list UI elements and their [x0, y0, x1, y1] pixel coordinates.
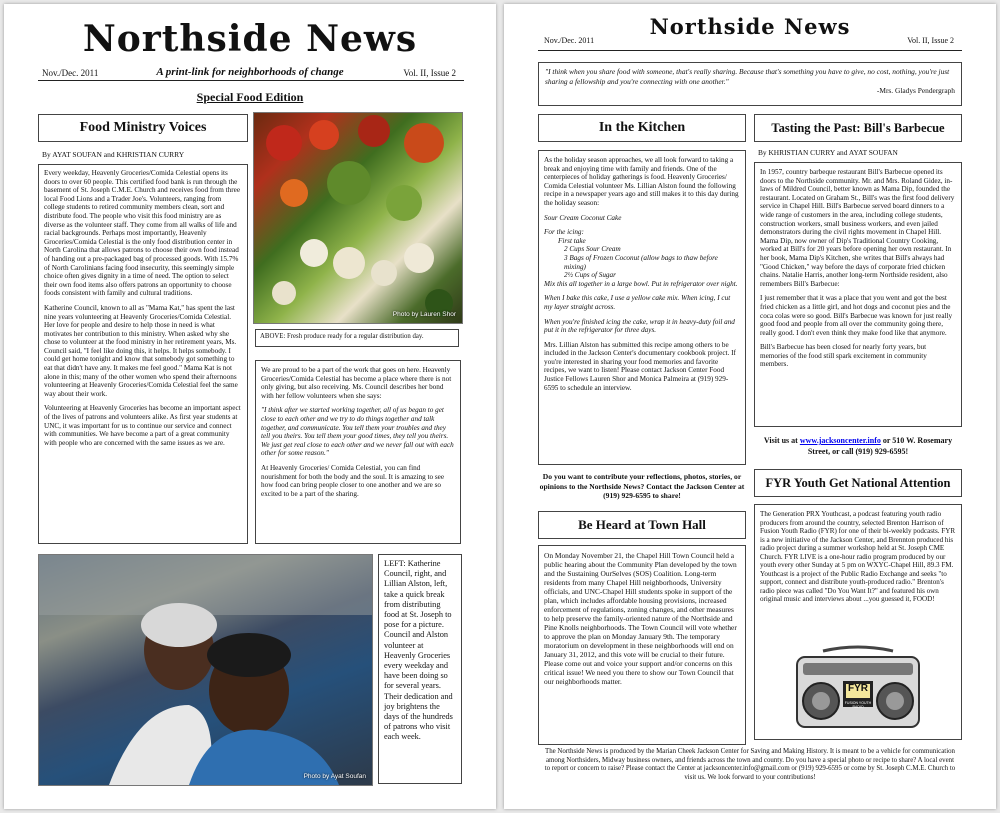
footer-note: The Northside News is produced by the Marian Cheek Jackson Center for Saving and Making History. It is meant to be a vehicle for communication among Northsiders, Midway business owners, and friends across the town and county. Do you have a special photo or recipe to share? A local event to report or concern to raise? Please contact the Center at jacksoncenter.info@gmail.com or (919) 929-6595 or come by St. Joseph C.M.E. Church to visit us. We look forward to your contributions! [544, 748, 956, 782]
volunteers-caption: LEFT: Katherine Council, right, and Lillian Alston, left, take a quick break from distributing food at St. Joseph to pose for a picture. Council and Alston volunteer at Heavenly Groceries every weekday and have been doing so for several years. Their dedication and joy brightens the days of the hundreds of patrons who visit each week. [378, 554, 462, 784]
visit-callout [754, 436, 962, 457]
boombox-icon [793, 645, 923, 729]
photo-credit: Photo by Lauren Shor [392, 311, 456, 318]
recipe-line: 2 Cups Sour Cream [564, 245, 621, 254]
contribute-callout: Do you want to contribute your reflections, photos, stories, or opinions to the Northside News? Contact the Jackson Center at (919) 929-6595 to share! [539, 472, 745, 500]
section-title-food-ministry: Food Ministry Voices [38, 114, 248, 142]
article-kitchen [538, 150, 746, 465]
recipe-line: First take [558, 236, 586, 245]
tagline: A print-link for neighborhoods of change [156, 66, 344, 78]
recipe-icing-heading: For the icing: [544, 228, 584, 237]
volume-issue: Vol. II, Issue 2 [907, 36, 954, 45]
radio-small-label: FUSION YOUTH RADIO [844, 701, 872, 709]
article-body: The Generation PRX Youthcast, a podcast featuring youth radio producers from around the country, selected Brenton Harrison of Fusion Youth Radio (FYR) for one of their bi-weekly podcasts. FYR is a new initiative of the Jackson Center, and Brennton produced his radio project during a summer workshop held at St. Joseph CME Church. FYR LIVE is a one-hour radio program produced by our youth every other Sunday at 5 pm on WXYC-Chapel Hill, 89.3 FM. Youthcast is a project of the Public Radio Exchange and seeks "to support, connect and distribute youth-produced radio." Brenton's radio piece was called "Do You Want It?" and featured his own original music and interviews about ...you guessed it, FOOD! [760, 510, 956, 603]
edition-title: Special Food Edition [196, 90, 304, 104]
masthead-rule [38, 80, 464, 81]
recipe-line: Mix this all together in a large bowl. Put in refrigerator over night. [544, 279, 738, 288]
newsletter-page-2 [504, 4, 996, 809]
issue-date: Nov./Dec. 2011 [544, 36, 595, 45]
volunteers-illustration [39, 555, 372, 785]
recipe-line: When I bake this cake, I use a yellow cake mix. When icing, I cut my layer straight across. [544, 294, 731, 311]
quote-attribution: -Mrs. Gladys Pendergraph [876, 86, 955, 96]
paragraph: We are proud to be a part of the work that goes on here. Heavenly Groceries/Comida Celestial has become a place where there is not only giving, but also receiving. Ms. Council describes her bond with her fellow volunteers when she says: [261, 366, 452, 400]
pull-quote [538, 62, 962, 106]
paragraph: At Heavenly Groceries/ Comida Celestial, you can find nourishment for both the body and the soul. It is amazing to see how food can bring people closer to one another and we are so excited to be a part of the sharing. [261, 463, 445, 498]
produce-illustration [254, 113, 462, 323]
article-bbq [754, 162, 962, 427]
section-title-bbq: Tasting the Past: Bill's Barbecue [754, 114, 962, 142]
article-fyr [754, 504, 962, 740]
article-food-ministry [38, 164, 248, 544]
article-proud [255, 360, 461, 544]
byline: By AYAT SOUFAN and KHRISTIAN CURRY [42, 150, 185, 159]
recipe-line: 3 Bags of Frozen Coconut (allow bags to thaw before mixing) [564, 253, 718, 271]
paragraph: Mrs. Lillian Alston has submitted this recipe among others to be included in the Jackson Center's documentary cookbook project. If you're interested in sharing your food memories and favorite recipes, we want to listen! Please contact Jackson Center Food Justice Fellows Lauren Shor and Monica Palmeira at (919) 929-6595 to schedule an interview. [544, 340, 736, 392]
paragraph: Katherine Council, known to all as "Mama Kat," has spent the last nine years volunteering at Heavenly Groceries/Comida Celestial. Her love for people and desire to help those in need is what motivates her contribution to this ministry. When asked why she chose to volunteer at the food ministry in her retirement years, Ms. Council said, "I feel like doing this, it helps. It helps somebody. I could get home tonight and know that somebody got something to eat that didn't have any. It makes me feel good." Mama Kat is not alone in this; many of the other women who spend their afternoons volunteering at Heavenly Groceries/Comida Celestial feel the same way about their work. [44, 303, 238, 398]
masthead-title: Northside News [649, 14, 851, 39]
byline: By KHRISTIAN CURRY and AYAT SOUFAN [758, 148, 898, 157]
recipe-line: 2½ Cups of Sugar [564, 271, 616, 280]
photo-credit: Photo by Ayat Soufan [303, 773, 366, 780]
volume-issue: Vol. II, Issue 2 [403, 68, 456, 78]
produce-photo [253, 112, 463, 324]
recipe-title: Sour Cream Coconut Cake [544, 213, 622, 222]
article-town-hall: On Monday November 21, the Chapel Hill Town Council held a public hearing about the Community Plan developed by the town and the Sustaining OurSelves (SOS) Coalition. Long-term residents from many Chapel Hill neighborhoods, University officials, and UNC-Chapel Hill students spoke in support of the plan, which includes affordable housing provisions, increased enforcement of regulations, zoning changes, and other measures to help preserve the family-oriented nature of the Northside and Pine Knolls neighborhoods. The Town Council will vote whether to approve the plan on Monday January 9th. The temporary moratorium on development in these neighborhoods will end on January 31, 2012, and this vote will be crucial to their future. Please come out and voice your support and/or concerns on this critical issue! We need you there to show our Town Council that our neighborhoods matter. [538, 545, 746, 745]
section-title-town-hall: Be Heard at Town Hall [538, 511, 746, 539]
quote-text: "I think when you share food with someone, that's really sharing. Because that's something you have to give, no cost, nothing, you're just sharing a fellowship and you're connecting with one another." [545, 67, 950, 86]
paragraph: Volunteering at Heavenly Groceries has become an important aspect of the lives of patrons and volunteers alike. As first year students at UNC, it was important for us to continue our service and connect with communities. We have become a part of a great community with people who are concerned with the same issues as we are. [44, 404, 241, 447]
paragraph: Bill's Barbecue has been closed for nearly forty years, but memories of the food still spark excitement in community members. [760, 343, 927, 369]
paragraph: Every weekday, Heavenly Groceries/Comida Celestial opens its doors to over 60 people. This certified food bank is run through the basement of St. Joseph C.M.E. Church and receives food from three local Food Lions and a Trader Joe's. Volunteers, ranging from college students to retired community members clean, sort and distribute food. The people who visit this food ministry are as diverse as the volunteer staff. They come from all walks of life and racial backgrounds. Perhaps most importantly, Heavenly Groceries/Comida Celestial is the only food distribution center in North Carolina that allows patrons to choose their own food instead of handing out a pre-packaged bag of processed goods. With 15.7% of North Carolinians facing food insecurity, this seemingly simple choice often gives dignity in a time of need. The option to select their own food items also offers patrons an opportunity to choose foods consistent with family and cultural traditions. [44, 169, 241, 298]
section-title-kitchen: In the Kitchen [538, 114, 746, 142]
website-link[interactable]: www.jacksoncenter.info [799, 436, 881, 445]
visit-suffix: or 510 W. Rosemary Street, or call (919) 929-6595! [807, 436, 953, 456]
produce-caption: ABOVE: Fresh produce ready for a regular distribution day. [255, 329, 459, 347]
masthead-rule [538, 50, 962, 51]
volunteer-quote: "I think after we started working together, all of us began to get close to each other and we try to do things together and talk together, and communicate. You tell them your troubles and they tell you theirs. You tell them your good times, they tell you theirs. We just get real close to each other and we never fall out with each other for some reason." [261, 406, 454, 458]
section-title-fyr: FYR Youth Get National Attention [754, 469, 962, 497]
volunteers-photo [38, 554, 373, 786]
masthead-title: Northside News [82, 18, 418, 60]
paragraph: In 1957, country barbeque restaurant Bill's Barbecue opened its doors to the Northside community. Mr. and Mrs. Roland Gidez, in-laws of Mildred Council, better known as Mama Dip, founded the restaurant. Located on Graham St., Bill's was the first food delivery service in Chapel Hill. Bill's Barbecue served board dinners to a wide range of customers in the area, including college students, construction workers, small business workers, and even jailed demonstrators during the civil rights movement in Chapel Hill. Mama Dip, now owner of Dip's Traditional Country Cooking, worked at Bill's for 20 years before opening her own restaurant. In her book, Mama Dip's Kitchen, she writes that Bill's always had "Good Chicken," way before the days of corporate fried chicken chains. Natalie Harris, another long-term Northside resident, also remembers Bill's Barbecue: [760, 168, 955, 288]
paragraph: As the holiday season approaches, we all look forward to taking a break and enjoying time with family and friends. One of the centerpieces of holiday gatherings is food. Heavenly Groceries/ Comida Celestial volunteer Ms. Lillian Alston found the following recipe in a newspaper years ago and still makes it to this day during the holiday season: [544, 156, 739, 207]
visit-prefix: Visit us at [763, 436, 800, 445]
issue-date: Nov./Dec. 2011 [42, 68, 99, 78]
recipe-line: When you're finished icing the cake, wrap it in heavy-duty foil and put it in the refrigerator for three days. [544, 317, 735, 335]
newsletter-page-1 [4, 4, 496, 809]
radio-label: FYR [848, 683, 868, 694]
paragraph: I just remember that it was a place that you went and got the best fried chicken as a little girl, and hot dogs and coconut pies and the coca colas were so good. Bill's Barbecue was known for just really good food and people from all over the community going there, really good. I don't even think they make food like that anymore. [760, 294, 953, 337]
